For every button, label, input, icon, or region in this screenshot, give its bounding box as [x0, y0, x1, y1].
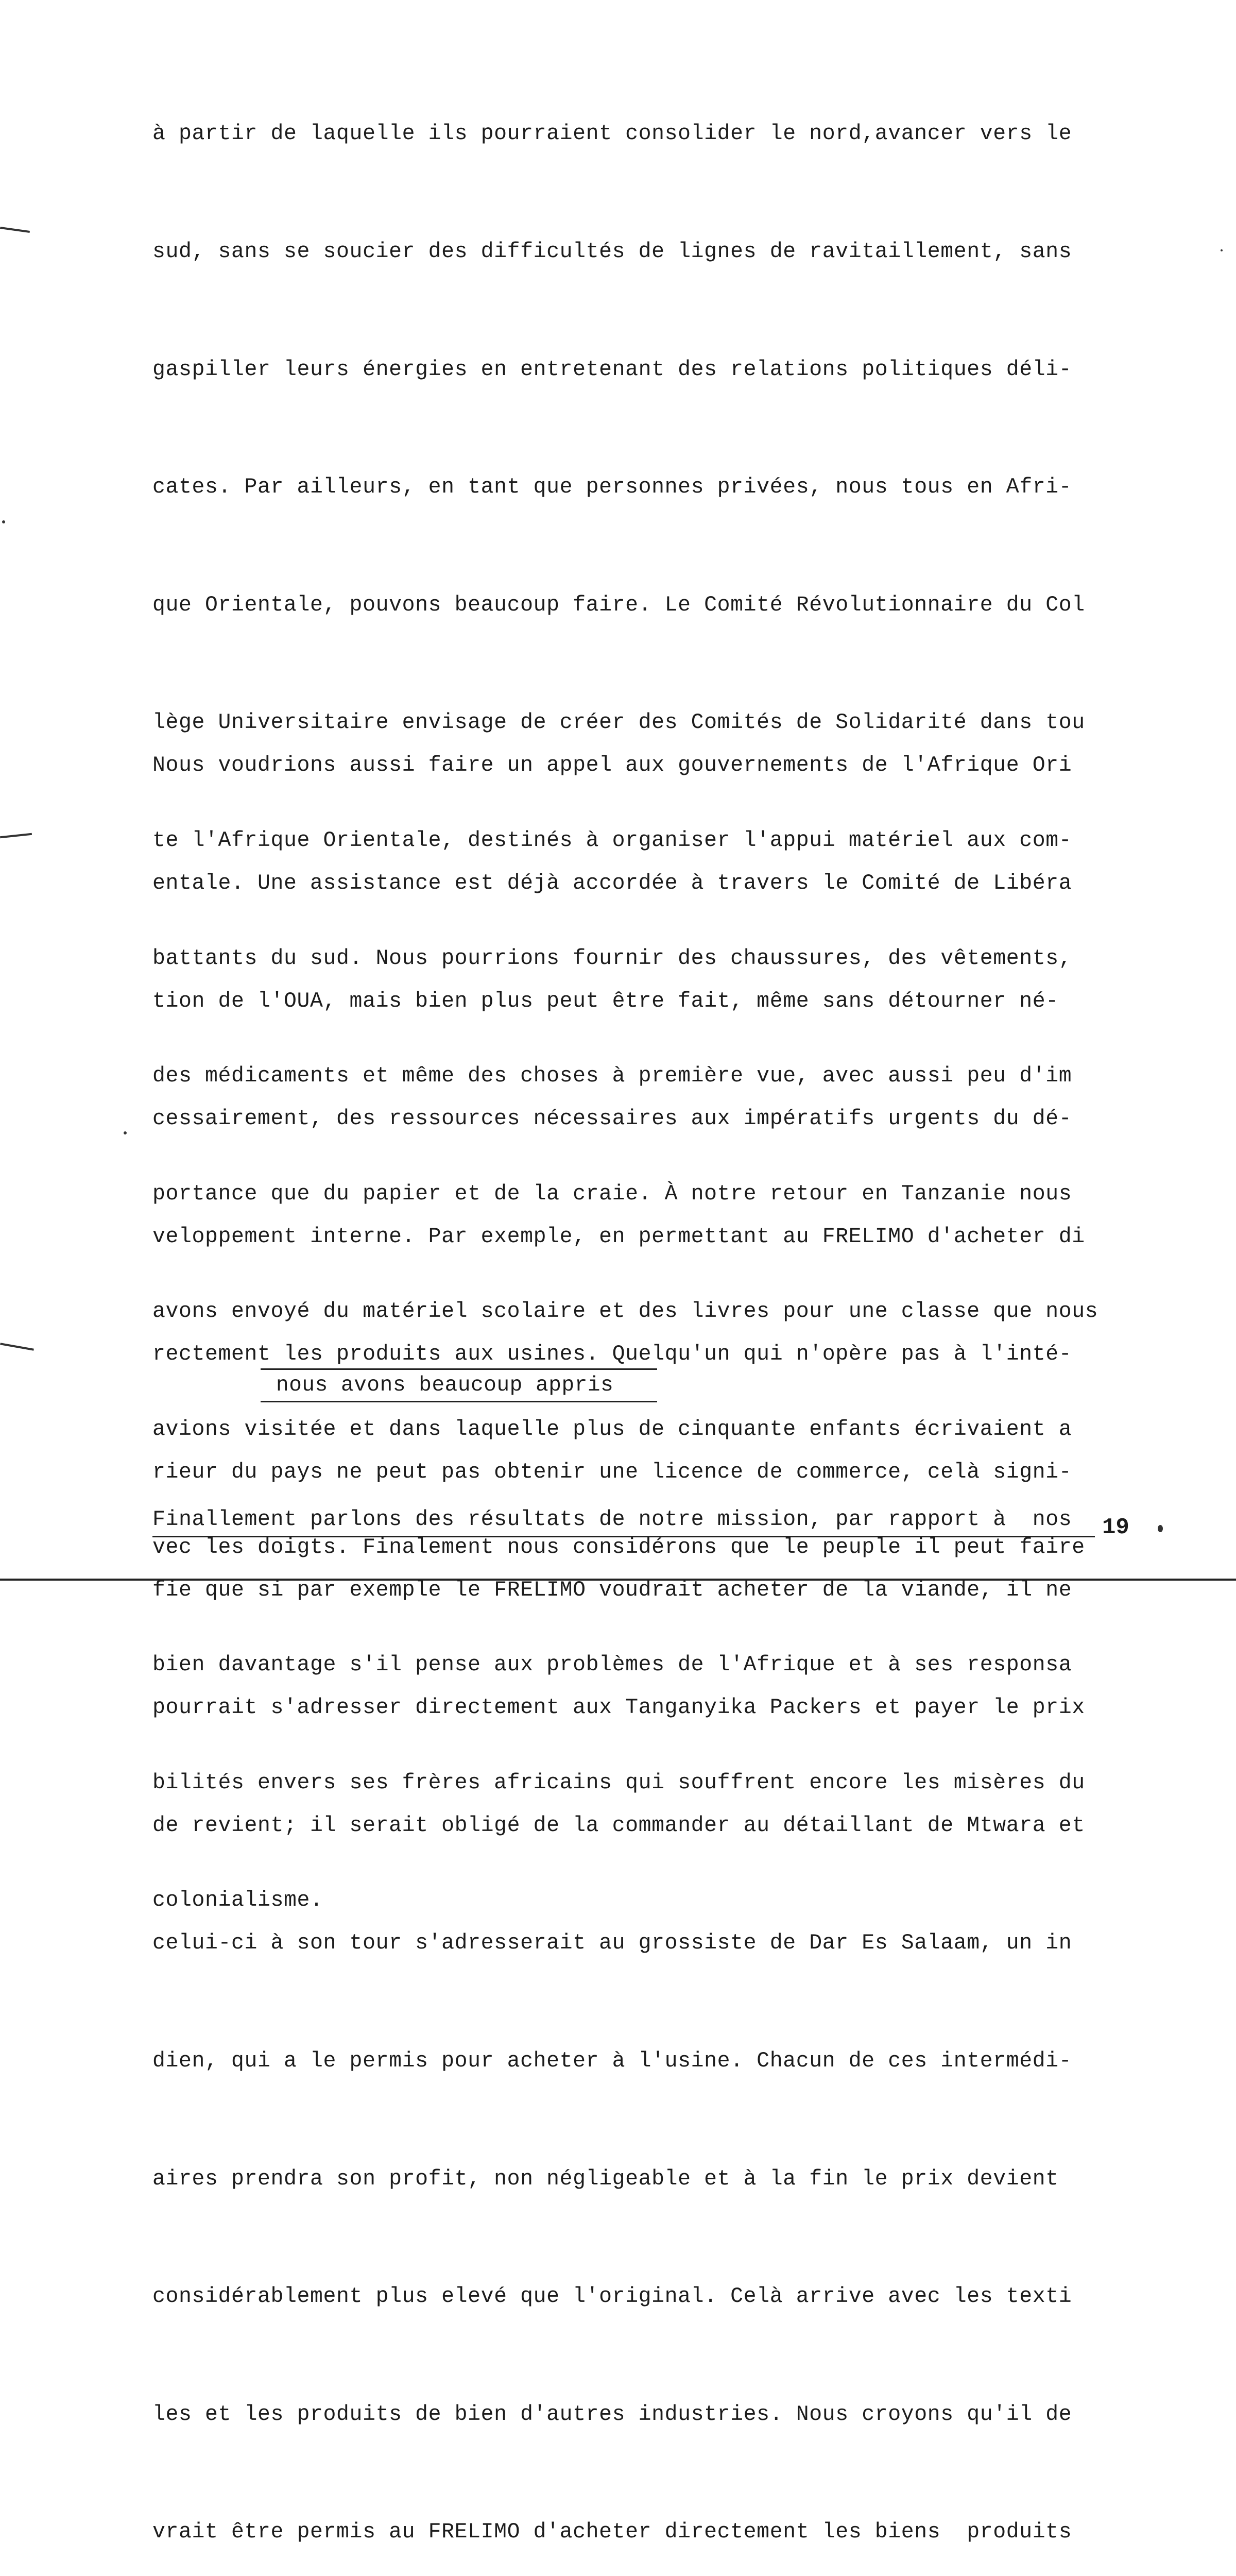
text-line: colonialisme.	[152, 1888, 323, 1913]
text-line: avions visitée et dans laquelle plus de cinquante enfants écrivaient a	[152, 1417, 1072, 1442]
page-number: 19	[1102, 1515, 1129, 1540]
text-line: cates. Par ailleurs, en tant que personnes privées, nous tous en Afri-	[152, 475, 1072, 500]
scan-speck	[1158, 1525, 1163, 1532]
page-edge-line	[0, 1579, 1236, 1581]
scan-speck	[124, 1131, 127, 1134]
margin-mark	[0, 227, 30, 233]
scan-speck	[1221, 249, 1223, 251]
text-line: pourrait s'adresser directement aux Tanganyika Packers et payer le prix	[152, 1696, 1085, 1720]
text-line: lège Universitaire envisage de créer des Comités de Solidarité dans tou	[152, 710, 1085, 735]
text-line: aires prendra son profit, non négligeable et à la fin le prix devient	[152, 2166, 1059, 2191]
text-line: te l'Afrique Orientale, destinés à organiser l'appui matériel aux com-	[152, 828, 1072, 853]
text-line: rectement les produits aux usines. Quelqu'un qui n'opère pas à l'inté-	[152, 1342, 1072, 1367]
text-line: entale. Une assistance est déjà accordée à travers le Comité de Libéra	[152, 871, 1072, 895]
text-line: Nous voudrions aussi faire un appel aux gouvernements de l'Afrique Ori	[152, 753, 1072, 778]
text-line: Finallement parlons des résultats de notre mission, par rapport à nos	[152, 1507, 1072, 1532]
text-line: portance que du papier et de la craie. À notre retour en Tanzanie nous	[152, 1181, 1072, 1206]
text-line: sud, sans se soucier des difficultés de lignes de ravitaillement, sans	[152, 240, 1072, 264]
text-line: battants du sud. Nous pourrions fournir des chaussures, des vêtements,	[152, 946, 1072, 971]
text-line: bien davantage s'il pense aux problèmes de l'Afrique et à ses responsa	[152, 1653, 1072, 1677]
text-line: de revient; il serait obligé de la commander au détaillant de Mtwara et	[152, 1813, 1085, 1838]
margin-mark	[0, 833, 32, 838]
text-line: les et les produits de bien d'autres industries. Nous croyons qu'il de	[152, 2402, 1072, 2427]
scan-speck	[2, 520, 5, 523]
text-line: gaspiller leurs énergies en entretenant des relations politiques déli-	[152, 357, 1072, 382]
text-line: fie que si par exemple le FRELIMO voudrait acheter de la viande, il ne	[152, 1578, 1072, 1602]
paragraph-2	[152, 668, 1149, 2576]
text-line: dien, qui a le permis pour acheter à l'usine. Chacun de ces intermédi-	[152, 2048, 1072, 2073]
text-line: celui-ci à son tour s'adresserait au grossiste de Dar Es Salaam, un in	[152, 1931, 1072, 1956]
text-line: considérablement plus elevé que l'original. Celà arrive avec les texti	[152, 2284, 1072, 2309]
text-line: que Orientale, pouvons beaucoup faire. Le Comité Révolutionnaire du Col	[152, 592, 1085, 617]
section-heading: nous avons beaucoup appris	[276, 1374, 614, 1397]
text-line: vrait être permis au FRELIMO d'acheter directement les biens produits	[152, 2520, 1072, 2545]
paragraph-3	[152, 1422, 1149, 1618]
text-line: avons envoyé du matériel scolaire et des livres pour une classe que nous	[152, 1299, 1098, 1324]
text-line: rieur du pays ne peut pas obtenir une licence de commerce, celà signi-	[152, 1460, 1072, 1484]
text-line: vec les doigts. Finalement nous considérons que le peuple il peut faire	[152, 1535, 1085, 1560]
text-line: bilités envers ses frères africains qui souffrent encore les misères du	[152, 1770, 1085, 1795]
section-heading-box	[261, 1368, 657, 1402]
text-line: cessairement, des ressources nécessaires aux impératifs urgents du dé-	[152, 1107, 1072, 1131]
margin-mark	[0, 1343, 34, 1350]
text-line: à partir de laquelle ils pourraient consolider le nord,avancer vers le	[152, 122, 1072, 146]
text-line: tion de l'OUA, mais bien plus peut être fait, même sans détourner né-	[152, 989, 1059, 1013]
text-line: des médicaments et même des choses à première vue, avec aussi peu d'im	[152, 1064, 1072, 1089]
footer-rule	[152, 1536, 1095, 1537]
text-line: veloppement interne. Par exemple, en permettant au FRELIMO d'acheter di	[152, 1224, 1085, 1249]
